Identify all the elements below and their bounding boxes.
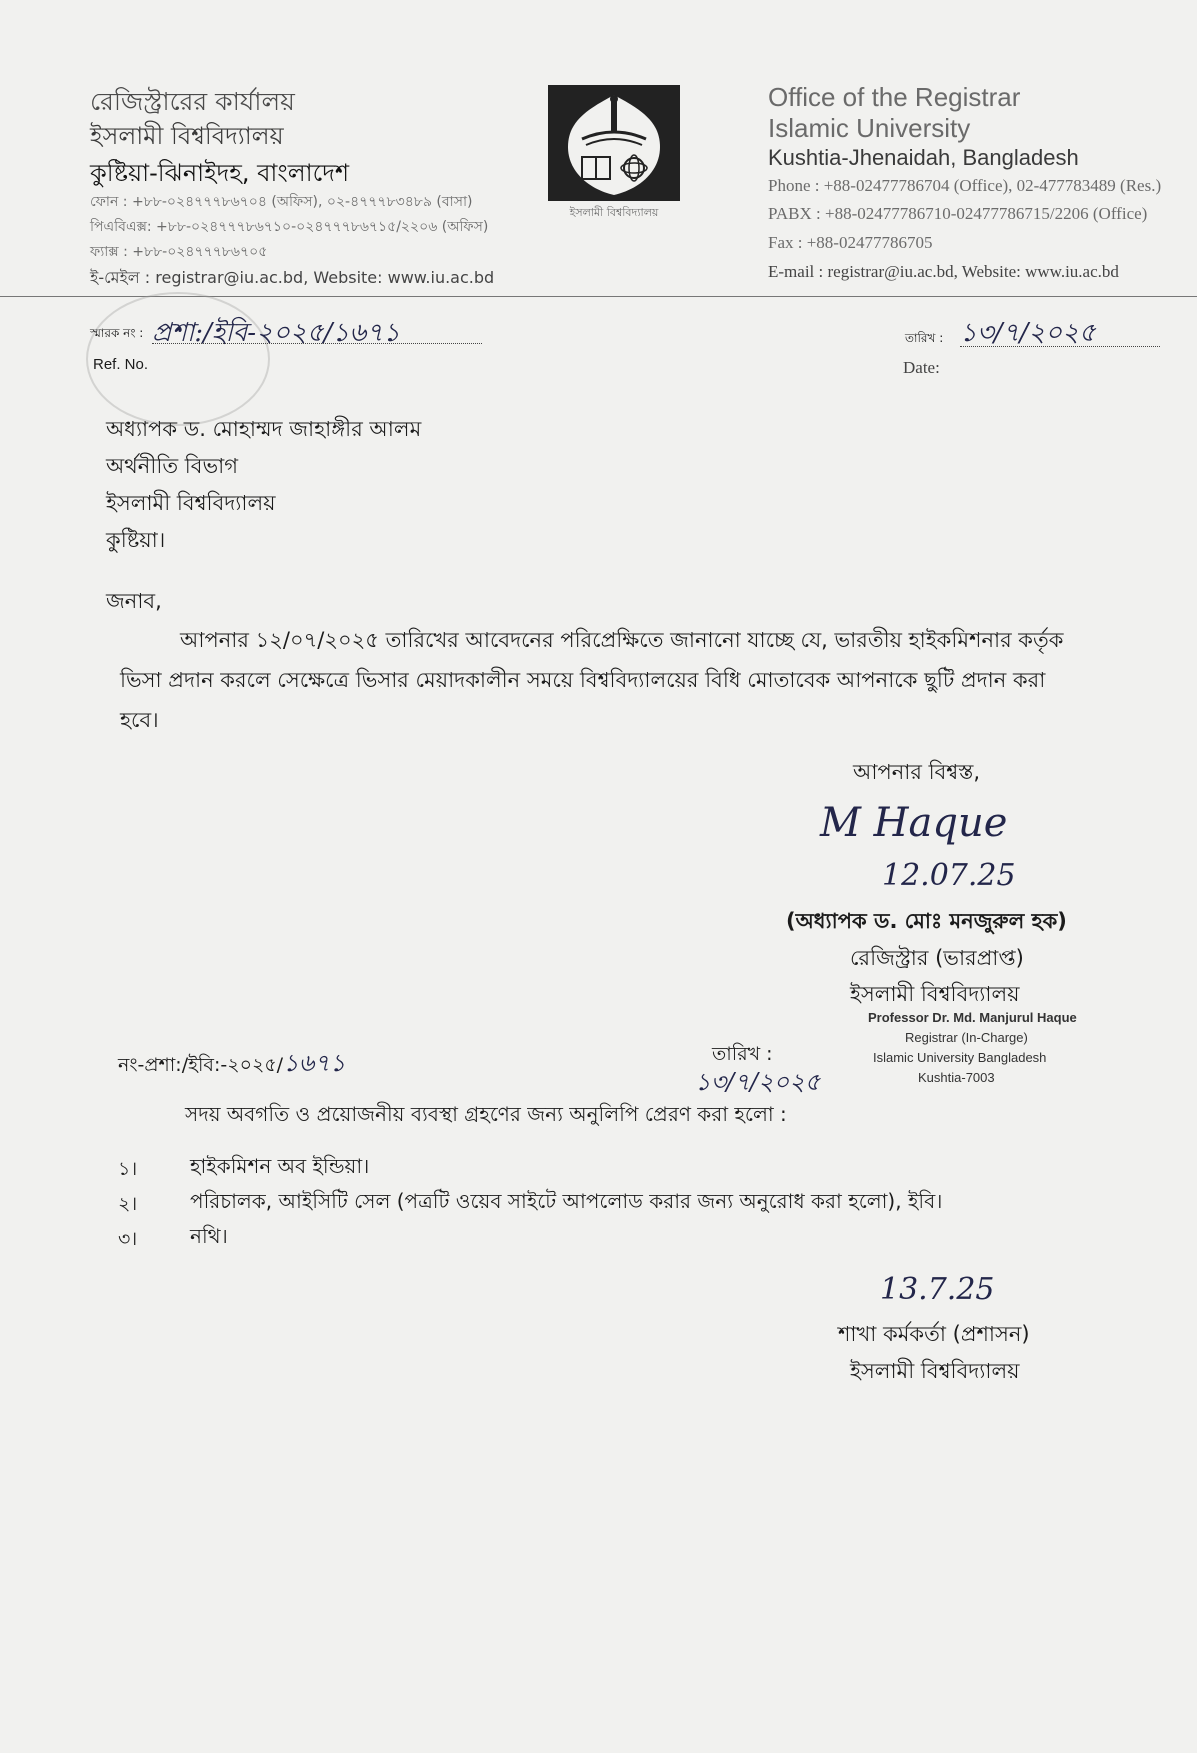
header-en-pabx: PABX : +88-02477786710-02477786715/2206 (Office) bbox=[768, 204, 1148, 223]
copy-intro: সদয় অবগতি ও প্রয়োজনীয় ব্যবস্থা গ্রহণের জন্য অনুলিপি প্রেরণ করা হলো : bbox=[185, 1102, 787, 1126]
date-dotted-line bbox=[960, 346, 1160, 347]
header-bn-email: ই-মেইল : registrar@iu.ac.bd, Website: www.iu.ac.bd bbox=[90, 268, 495, 287]
logo-caption: ইসলামী বিশ্ববিদ্যালয় bbox=[569, 206, 659, 219]
header-en-university: Islamic University bbox=[768, 113, 971, 143]
recipient-name: অধ্যাপক ড. মোহাম্মদ জাহাঙ্গীর আলম bbox=[106, 417, 422, 441]
ref-label-en: Ref. No. bbox=[93, 356, 149, 373]
body-paragraph: আপনার ১২/০৭/২০২৫ তারিখের আবেদনের পরিপ্রেক্ষিতে জানানো যাচ্ছে যে, ভারতীয় হাইকমিশনার কর্তৃক ভিসা প্রদান করলে সেক্ষেত্রে ভিসার মেয়াদকালীন সময়ে বিশ্ববিদ্যালয়ের বিধি মোতাবেক আপনাকে ছুটি প্রদান করা হবে। bbox=[120, 628, 1064, 732]
date-label-en: Date: bbox=[903, 358, 940, 377]
copy-date-label: তারিখ : bbox=[712, 1043, 773, 1065]
header-bn-office: রেজিস্ট্রারের কার্যালয় bbox=[90, 87, 295, 116]
copy-item-2-num: ২। bbox=[118, 1193, 138, 1215]
officer-title: শাখা কর্মকর্তা (প্রশাসন) bbox=[838, 1322, 1030, 1346]
copy-item-1-num: ১। bbox=[118, 1158, 138, 1180]
header-bn-fax: ফ্যাক্স : +৮৮-০২৪৭৭৭৮৬৭০৫ bbox=[90, 244, 268, 260]
date-value: ১৩/৭/২০২৫ bbox=[960, 318, 1096, 348]
officer-university: ইসলামী বিশ্ববিদ্যালয় bbox=[850, 1359, 1020, 1383]
copy-number-text: নং-প্রশা:/ইবি:-২০২৫/ bbox=[118, 1054, 284, 1076]
stamp-line-3: Islamic University Bangladesh bbox=[873, 1050, 1047, 1065]
recipient-university: ইসলামী বিশ্ববিদ্যালয় bbox=[106, 491, 276, 515]
header-bn-pabx: পিএবিএক্স: +৮৮-০২৪৭৭৭৮৬৭১০-০২৪৭৭৭৮৬৭১৫/২২০৬ (অফিস) bbox=[90, 219, 489, 235]
salutation: জনাব, bbox=[106, 589, 162, 613]
signatory-title: রেজিস্ট্রার (ভারপ্রাপ্ত) bbox=[850, 946, 1024, 970]
copy-item-2-text: পরিচালক, আইসিটি সেল (পত্রটি ওয়েব সাইটে আপলোড করার জন্য অনুরোধ করা হলো), ইবি। bbox=[190, 1189, 943, 1213]
copy-number-label bbox=[118, 1045, 345, 1085]
header-en-fax: Fax : +88-02477786705 bbox=[768, 233, 933, 252]
recipient-city: কুষ্টিয়া। bbox=[106, 528, 166, 552]
copy-date-value: ১৩/৭/২০২৫ bbox=[695, 1068, 821, 1096]
stamp-line-2: Registrar (In-Charge) bbox=[905, 1030, 1028, 1045]
header-bn-university: ইসলামী বিশ্ববিদ্যালয় bbox=[90, 122, 284, 150]
header-en-phone: Phone : +88-02477786704 (Office), 02-477783489 (Res.) bbox=[768, 176, 1162, 195]
header-en-office: Office of the Registrar bbox=[768, 82, 1021, 112]
signatory-name: (অধ্যাপক ড. মোঃ মনজুরুল হক) bbox=[786, 909, 1067, 933]
university-logo bbox=[548, 85, 680, 201]
closing: আপনার বিশ্বস্ত, bbox=[853, 760, 981, 784]
recipient-department: অর্থনীতি বিভাগ bbox=[106, 454, 238, 478]
copy-number-hand: ১৬৭১ bbox=[283, 1049, 346, 1077]
copy-item-3-num: ৩। bbox=[118, 1228, 138, 1250]
header-en-email: E-mail : registrar@iu.ac.bd, Website: www.iu.ac.bd bbox=[768, 262, 1119, 281]
signatory-university: ইসলামী বিশ্ববিদ্যালয় bbox=[850, 982, 1020, 1006]
signature-date: 12.07.25 bbox=[882, 858, 1016, 893]
ref-label-bn: স্মারক নং : bbox=[90, 326, 144, 340]
copy-item-3-text: নথি। bbox=[190, 1224, 228, 1248]
stamp-line-1: Professor Dr. Md. Manjurul Haque bbox=[868, 1010, 1077, 1025]
header-en-location: Kushtia-Jhenaidah, Bangladesh bbox=[768, 145, 1079, 170]
ref-number: প্রশা:/ইবি-২০২৫/১৬৭১ bbox=[152, 318, 400, 348]
signature: M Haque bbox=[820, 800, 1008, 846]
date-label-bn: তারিখ : bbox=[905, 331, 944, 345]
university-logo-icon bbox=[548, 85, 680, 201]
header-bn-phone: ফোন : +৮৮-০২৪৭৭৭৮৬৭০৪ (অফিস), ০২-৪৭৭৭৮৩৪৮৯ (বাসা) bbox=[90, 194, 473, 210]
stamp-line-4: Kushtia-7003 bbox=[918, 1070, 995, 1085]
copy-item-1-text: হাইকমিশন অব ইন্ডিয়া। bbox=[190, 1154, 370, 1178]
officer-initials: 13.7.25 bbox=[880, 1272, 995, 1307]
ref-dotted-line bbox=[152, 343, 482, 344]
header-bn-location: কুষ্টিয়া-ঝিনাইদহ, বাংলাদেশ bbox=[90, 159, 350, 187]
